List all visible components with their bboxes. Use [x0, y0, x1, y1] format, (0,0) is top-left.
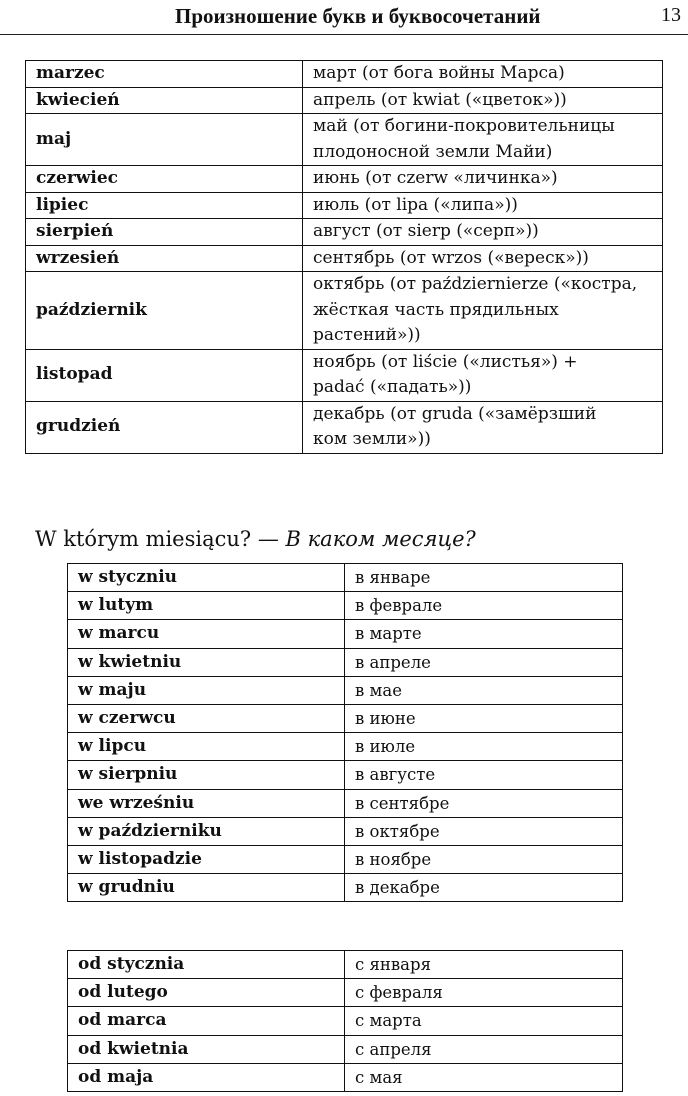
polish-cell: w kwietniu — [68, 648, 345, 676]
section-heading — [35, 527, 476, 551]
russian-line: плодоносной земли Майи) — [313, 141, 553, 162]
russian-cell — [303, 219, 663, 246]
russian-cell: с мая — [345, 1063, 623, 1091]
table-row — [68, 979, 623, 1007]
russian-line: растений»)) — [313, 325, 421, 345]
russian-line: май (от богини-покровительницы — [313, 116, 615, 136]
russian-cell: в июне — [345, 705, 623, 733]
russian-cell: в мае — [345, 676, 623, 704]
russian-cell: в ноябре — [345, 846, 623, 874]
russian-cell — [303, 87, 663, 114]
russian-cell: в феврале — [345, 592, 623, 620]
russian-cell: в октябре — [345, 817, 623, 845]
polish-cell: od stycznia — [68, 951, 345, 979]
russian-cell: с января — [345, 951, 623, 979]
russian-cell — [303, 272, 663, 350]
russian-line: декабрь (от gruda («замёрзший — [313, 403, 597, 424]
table-row — [68, 1063, 623, 1091]
page-number: 13 — [661, 4, 681, 26]
polish-cell: od maja — [68, 1063, 345, 1091]
russian-cell — [303, 192, 663, 219]
table-row — [68, 789, 623, 817]
russian-cell — [303, 61, 663, 88]
polish-cell: kwiecień — [26, 87, 303, 114]
russian-cell: в сентябре — [345, 789, 623, 817]
russian-line: октябрь (от październierze («костра, — [313, 274, 638, 294]
russian-line: июль (от lipa («липа»)) — [313, 194, 518, 215]
polish-cell: w czerwcu — [68, 705, 345, 733]
russian-cell: с апреля — [345, 1035, 623, 1063]
table-row — [26, 192, 663, 219]
polish-cell: grudzień — [26, 401, 303, 453]
table-row — [68, 846, 623, 874]
polish-cell: w grudniu — [68, 874, 345, 902]
table-row — [68, 564, 623, 592]
polish-cell: wrzesień — [26, 245, 303, 272]
table-row — [26, 61, 663, 88]
russian-cell — [303, 245, 663, 272]
table-row — [68, 951, 623, 979]
table-row — [68, 1035, 623, 1063]
polish-cell: w październiku — [68, 817, 345, 845]
polish-cell: październik — [26, 272, 303, 350]
polish-cell: maj — [26, 114, 303, 166]
polish-cell: w listopadzie — [68, 846, 345, 874]
russian-cell: с февраля — [345, 979, 623, 1007]
from-month-table — [67, 950, 623, 1092]
months-table — [25, 60, 663, 454]
russian-line: жёсткая часть прядильных — [313, 299, 559, 320]
table-row — [26, 349, 663, 401]
page-header — [0, 0, 688, 35]
table-row — [68, 761, 623, 789]
polish-cell: w marcu — [68, 620, 345, 648]
polish-cell: marzec — [26, 61, 303, 88]
table-row — [68, 620, 623, 648]
table-row — [26, 272, 663, 350]
table-row — [68, 648, 623, 676]
russian-cell — [303, 166, 663, 193]
russian-cell: в декабре — [345, 874, 623, 902]
russian-cell: с марта — [345, 1007, 623, 1035]
heading-russian: В каком месяце? — [285, 527, 476, 551]
russian-line: ноябрь (от liście («листья») + — [313, 351, 578, 372]
table-row — [26, 114, 663, 166]
table-row — [26, 219, 663, 246]
russian-cell — [303, 349, 663, 401]
polish-cell: w lipcu — [68, 733, 345, 761]
table-row — [68, 817, 623, 845]
table-row — [68, 676, 623, 704]
running-title: Произношение букв и буквосочетаний — [175, 4, 541, 28]
russian-line: март (от бога войны Марса) — [313, 63, 565, 83]
russian-cell: в июле — [345, 733, 623, 761]
russian-line: ком земли»)) — [313, 429, 431, 449]
table-row — [68, 874, 623, 902]
table-row — [68, 592, 623, 620]
russian-line: июнь (от czerw «личинка») — [313, 168, 558, 188]
polish-cell: lipiec — [26, 192, 303, 219]
polish-cell: od lutego — [68, 979, 345, 1007]
polish-cell: listopad — [26, 349, 303, 401]
russian-line: padać («падать»)) — [313, 377, 472, 397]
polish-cell: w sierpniu — [68, 761, 345, 789]
table-row — [26, 87, 663, 114]
polish-cell: od marca — [68, 1007, 345, 1035]
russian-line: август (от sierp («серп»)) — [313, 221, 539, 241]
table-row — [68, 705, 623, 733]
russian-cell: в августе — [345, 761, 623, 789]
polish-cell: czerwiec — [26, 166, 303, 193]
russian-line: апрель (от kwiat («цветок»)) — [313, 89, 567, 110]
table-row — [68, 1007, 623, 1035]
russian-cell — [303, 114, 663, 166]
polish-cell: w lutym — [68, 592, 345, 620]
table-row — [68, 733, 623, 761]
russian-cell: в апреле — [345, 648, 623, 676]
heading-polish: W którym miesiącu? — — [35, 527, 286, 551]
polish-cell: we wrześniu — [68, 789, 345, 817]
russian-cell: в январе — [345, 564, 623, 592]
polish-cell: od kwietnia — [68, 1035, 345, 1063]
table-row — [26, 245, 663, 272]
in-month-table — [67, 563, 623, 902]
russian-cell: в марте — [345, 620, 623, 648]
table-row — [26, 166, 663, 193]
russian-line: сентябрь (от wrzos («вереск»)) — [313, 247, 589, 268]
table-row — [26, 401, 663, 453]
polish-cell: w maju — [68, 676, 345, 704]
polish-cell: sierpień — [26, 219, 303, 246]
russian-cell — [303, 401, 663, 453]
polish-cell: w styczniu — [68, 564, 345, 592]
